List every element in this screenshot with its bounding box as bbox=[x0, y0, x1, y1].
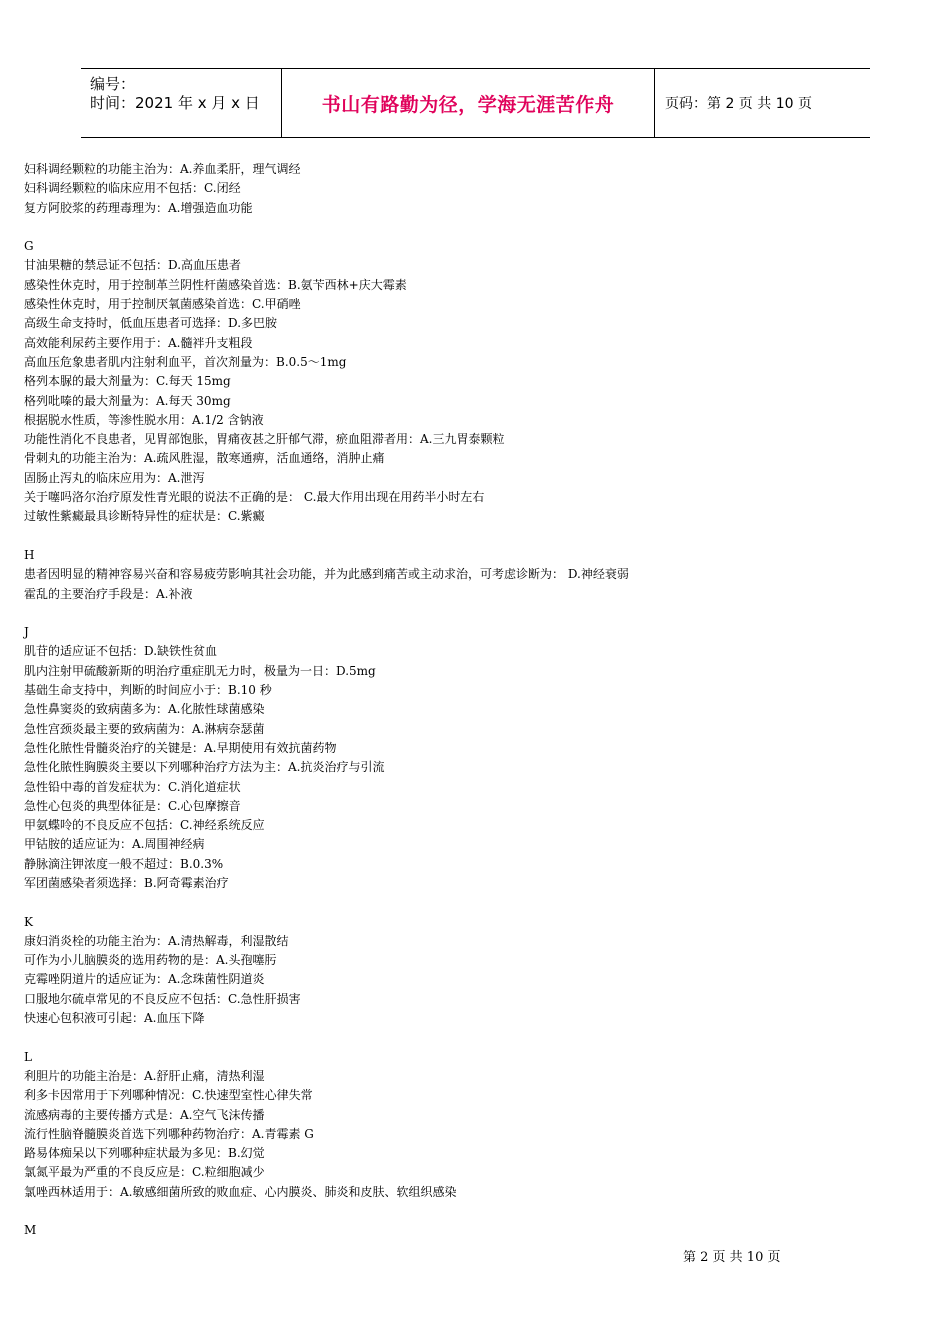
entry-line: 高血压危象患者肌内注射利血平，首次剂量为：B.0.5～1mg bbox=[24, 354, 347, 369]
entry-line: 妇科调经颗粒的临床应用不包括：C.闭经 bbox=[24, 181, 241, 196]
entry-line: 过敏性紫癜最具诊断特异性的症状是：C.紫癜 bbox=[24, 509, 265, 524]
entry-line: 关于噻吗洛尔治疗原发性青光眼的说法不正确的是： C.最大作用出现在用药半小时左右 bbox=[24, 490, 485, 505]
entry-line: 急性鼻窦炎的致病菌多为：A.化脓性球菌感染 bbox=[24, 702, 265, 717]
date-label: 时间：2021 年 x 月 x 日 bbox=[90, 94, 260, 112]
entry-line: 感染性休克时，用于控制革兰阴性杆菌感染首选：B.氨苄西林+庆大霉素 bbox=[24, 277, 407, 292]
entry-line: 基础生命支持中，判断的时间应小于：B.10 秒 bbox=[24, 683, 272, 698]
entry-line: 路易体痴呆以下列哪种症状最为多见：B.幻觉 bbox=[24, 1146, 265, 1161]
section-letter: L bbox=[24, 1049, 32, 1064]
entry-line: 甲钴胺的适应证为：A.周围神经病 bbox=[24, 837, 205, 852]
motto-cell bbox=[282, 69, 655, 137]
entry-line: 急性宫颈炎最主要的致病菌为：A.淋病奈瑟菌 bbox=[24, 721, 265, 736]
entry-line: 甘油果糖的禁忌证不包括：D.高血压患者 bbox=[24, 258, 242, 273]
page-code-cell bbox=[655, 69, 870, 137]
section-letter: J bbox=[24, 625, 29, 640]
blank-line bbox=[24, 604, 924, 623]
entry-line: 静脉滴注钾浓度一般不超过：B.0.3% bbox=[24, 856, 224, 871]
entry-line: 快速心包积液可引起：A.血压下降 bbox=[24, 1011, 205, 1026]
page-footer: 第 2 页 共 10 页 bbox=[683, 1250, 781, 1265]
entry-line: 氯氮平最为严重的不良反应是：C.粒细胞减少 bbox=[24, 1165, 265, 1180]
entry-line: 利多卡因常用于下列哪种情况：C.快速型室性心律失常 bbox=[24, 1088, 313, 1103]
entry-line: 急性心包炎的典型体征是：C.心包摩擦音 bbox=[24, 798, 241, 813]
entry-line: 急性化脓性胸膜炎主要以下列哪种治疗方法为主：A.抗炎治疗与引流 bbox=[24, 760, 385, 775]
entry-line: 肌苷的适应证不包括：D.缺铁性贫血 bbox=[24, 644, 218, 659]
entry-line: 霍乱的主要治疗手段是：A.补液 bbox=[24, 586, 193, 601]
entry-line: 格列本脲的最大剂量为：C.每天 15mg bbox=[24, 374, 231, 389]
section-letter: K bbox=[24, 914, 33, 929]
blank-line bbox=[24, 527, 924, 546]
blank-line bbox=[24, 893, 924, 912]
blank-line bbox=[24, 1202, 924, 1221]
entry-line: 康妇消炎栓的功能主治为：A.清热解毒，利湿散结 bbox=[24, 933, 289, 948]
entry-line: 妇科调经颗粒的功能主治为：A.养血柔肝，理气调经 bbox=[24, 162, 301, 176]
entry-line: 格列吡嗪的最大剂量为：A.每天 30mg bbox=[24, 393, 231, 408]
entry-line: 可作为小儿脑膜炎的选用药物的是：A.头孢噻肟 bbox=[24, 953, 277, 968]
number-label: 编号： bbox=[90, 75, 136, 93]
entry-line: 复方阿胶浆的药理毒理为：A.增强造血功能 bbox=[24, 200, 253, 215]
entry-line: 流行性脑脊髓膜炎首选下列哪种药物治疗：A.青霉素 G bbox=[24, 1126, 314, 1141]
entry-line: 利胆片的功能主治是：A.舒肝止痛，清热利湿 bbox=[24, 1068, 265, 1083]
entry-line: 甲氨蝶呤的不良反应不包括：C.神经系统反应 bbox=[24, 818, 265, 833]
entry-line: 氯唑西林适用于：A.敏感细菌所致的败血症、心内膜炎、肺炎和皮肤、软组织感染 bbox=[24, 1184, 457, 1199]
entry-line: 流感病毒的主要传播方式是：A.空气飞沫传播 bbox=[24, 1107, 265, 1122]
entry-line: 感染性休克时，用于控制厌氧菌感染首选：C.甲硝唑 bbox=[24, 297, 301, 312]
entry-line: 固肠止泻丸的临床应用为：A.泄泻 bbox=[24, 470, 205, 485]
entry-line: 功能性消化不良患者，见胃部饱胀，胃痛夜甚之肝郁气滞，瘀血阻滞者用：A.三九胃泰颗粒 bbox=[24, 432, 505, 447]
entry-line: 高效能利尿药主要作用于：A.髓袢升支粗段 bbox=[24, 335, 253, 350]
section-letter: M bbox=[24, 1223, 37, 1238]
section-letter: G bbox=[24, 239, 34, 254]
entry-line: 急性化脓性骨髓炎治疗的关键是：A.早期使用有效抗菌药物 bbox=[24, 740, 337, 755]
entry-line: 急性铅中毒的首发症状为：C.消化道症状 bbox=[24, 779, 241, 794]
motto-text: 书山有路勤为径，学海无涯苦作舟 bbox=[321, 93, 615, 116]
entry-line: 根据脱水性质，等渗性脱水用：A.1/2 含钠液 bbox=[24, 412, 264, 427]
entry-line: 口服地尔硫卓常见的不良反应不包括：C.急性肝损害 bbox=[24, 991, 301, 1006]
page-header bbox=[81, 68, 870, 138]
document-body bbox=[24, 160, 924, 1241]
page-code: 页码：第 2 页 共 10 页 bbox=[665, 96, 812, 112]
entry-line: 军团菌感染者须选择：B.阿奇霉素治疗 bbox=[24, 875, 229, 890]
entry-line: 克霉唑阴道片的适应证为：A.念珠菌性阴道炎 bbox=[24, 972, 265, 987]
entry-line: 高级生命支持时，低血压患者可选择：D.多巴胺 bbox=[24, 316, 278, 331]
entry-line: 患者因明显的精神容易兴奋和容易疲劳影响其社会功能，并为此感到痛苦或主动求治，可考虑诊断为： D.神经衰弱 bbox=[24, 567, 629, 582]
section-letter: H bbox=[24, 547, 35, 562]
blank-line bbox=[24, 218, 924, 237]
entry-line: 肌内注射甲硫酸新斯的明治疗重症肌无力时，极量为一日：D.5mg bbox=[24, 663, 376, 678]
header-meta-cell bbox=[81, 69, 282, 137]
blank-line bbox=[24, 1028, 924, 1047]
entry-line: 骨刺丸的功能主治为：A.疏风胜湿，散寒通痹，活血通络，消肿止痛 bbox=[24, 451, 385, 466]
